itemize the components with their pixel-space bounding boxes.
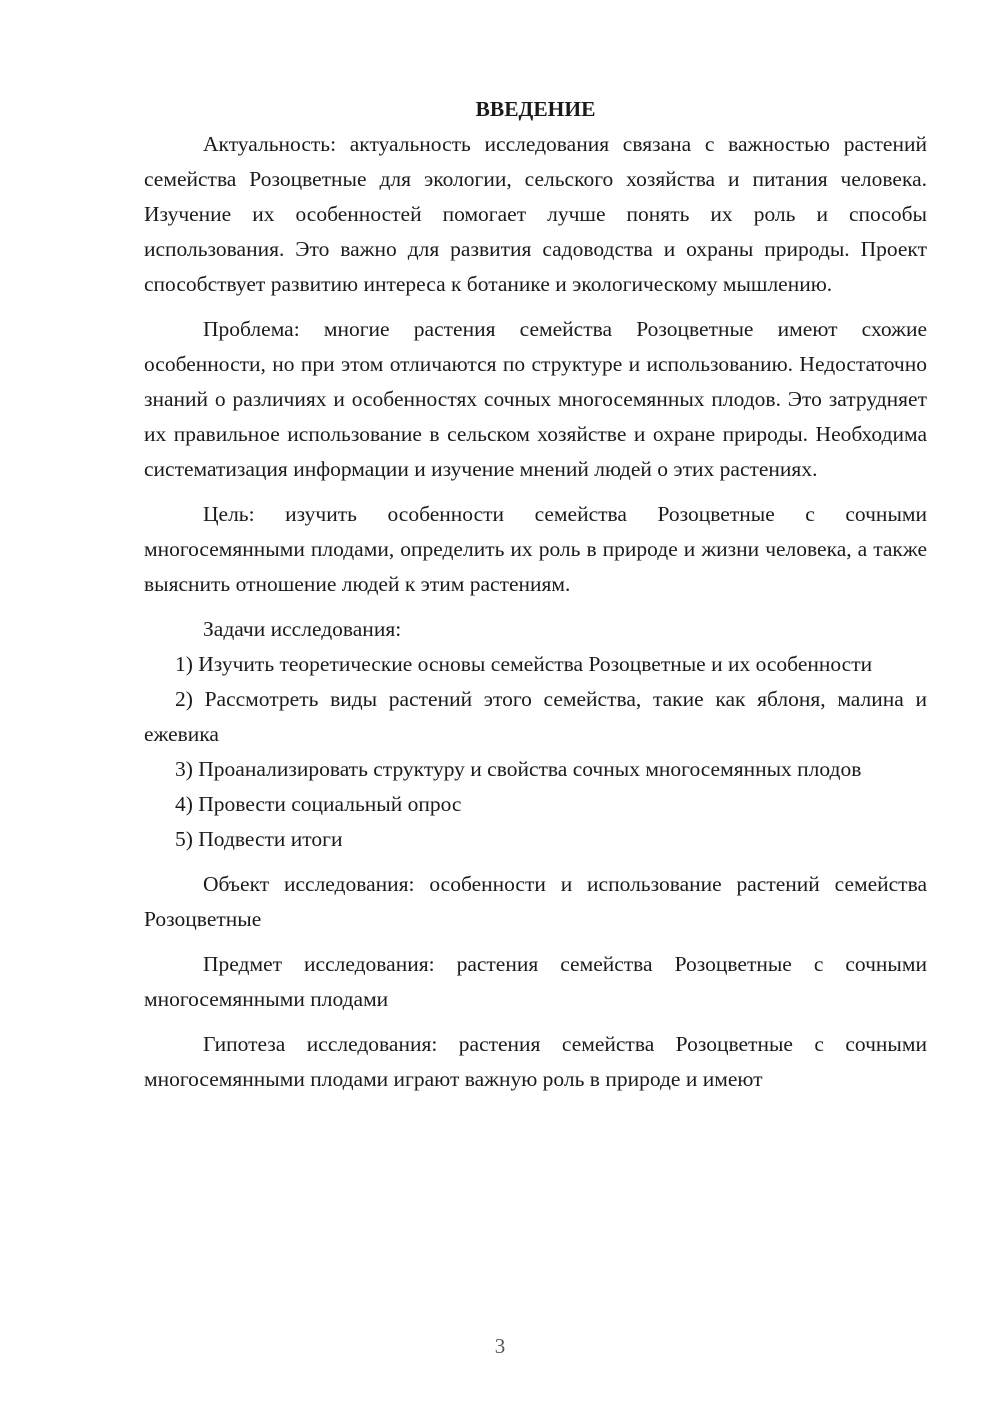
paragraph-subject: Предмет исследования: растения семейства Розоцветные с сочными многосемянными плодами <box>144 952 927 1011</box>
task-item-4: 4) Провести социальный опрос <box>175 792 462 816</box>
paragraph-object: Объект исследования: особенности и использование растений семейства Розоцветные <box>144 872 927 931</box>
paragraph-goal: Цель: изучить особенности семейства Розоцветные с сочными многосемянными плодами, определить их роль в природе и жизни человека, а также выяснить отношение людей к этим растениям. <box>144 502 927 596</box>
task-item-2: 2) Рассмотреть виды растений этого семейства, такие как яблоня, малина и ежевика <box>144 687 927 746</box>
paragraph-relevance: Актуальность: актуальность исследования связана с важностью растений семейства Розоцветные для экологии, сельского хозяйства и питания человека. Изучение их особенностей помогает лучше понять их роль и способы использования. Это важно для развития садоводства и охраны природы. Проект способствует развитию интереса к ботанике и экологическому мышлению. <box>144 132 927 296</box>
document-page <box>144 92 927 1097</box>
tasks-heading: Задачи исследования: <box>203 617 402 641</box>
page-number: 3 <box>494 1334 506 1358</box>
task-item-5: 5) Подвести итоги <box>175 827 343 851</box>
paragraph-problem: Проблема: многие растения семейства Розоцветные имеют схожие особенности, но при этом отличаются по структуре и использованию. Недостаточно знаний о различиях и особенностях сочных многосемянных плодов. Это затрудняет их правильное использование в сельском хозяйстве и охране природы. Необходима систематизация информации и изучение мнений людей о этих растениях. <box>144 317 927 481</box>
section-title: ВВЕДЕНИЕ <box>475 97 596 121</box>
task-item-3: 3) Проанализировать структуру и свойства сочных многосемянных плодов <box>175 757 862 781</box>
paragraph-hypothesis: Гипотеза исследования: растения семейства Розоцветные с сочными многосемянными плодами играют важную роль в природе и имеют <box>144 1032 927 1091</box>
task-item-1: 1) Изучить теоретические основы семейства Розоцветные и их особенности <box>175 652 873 676</box>
